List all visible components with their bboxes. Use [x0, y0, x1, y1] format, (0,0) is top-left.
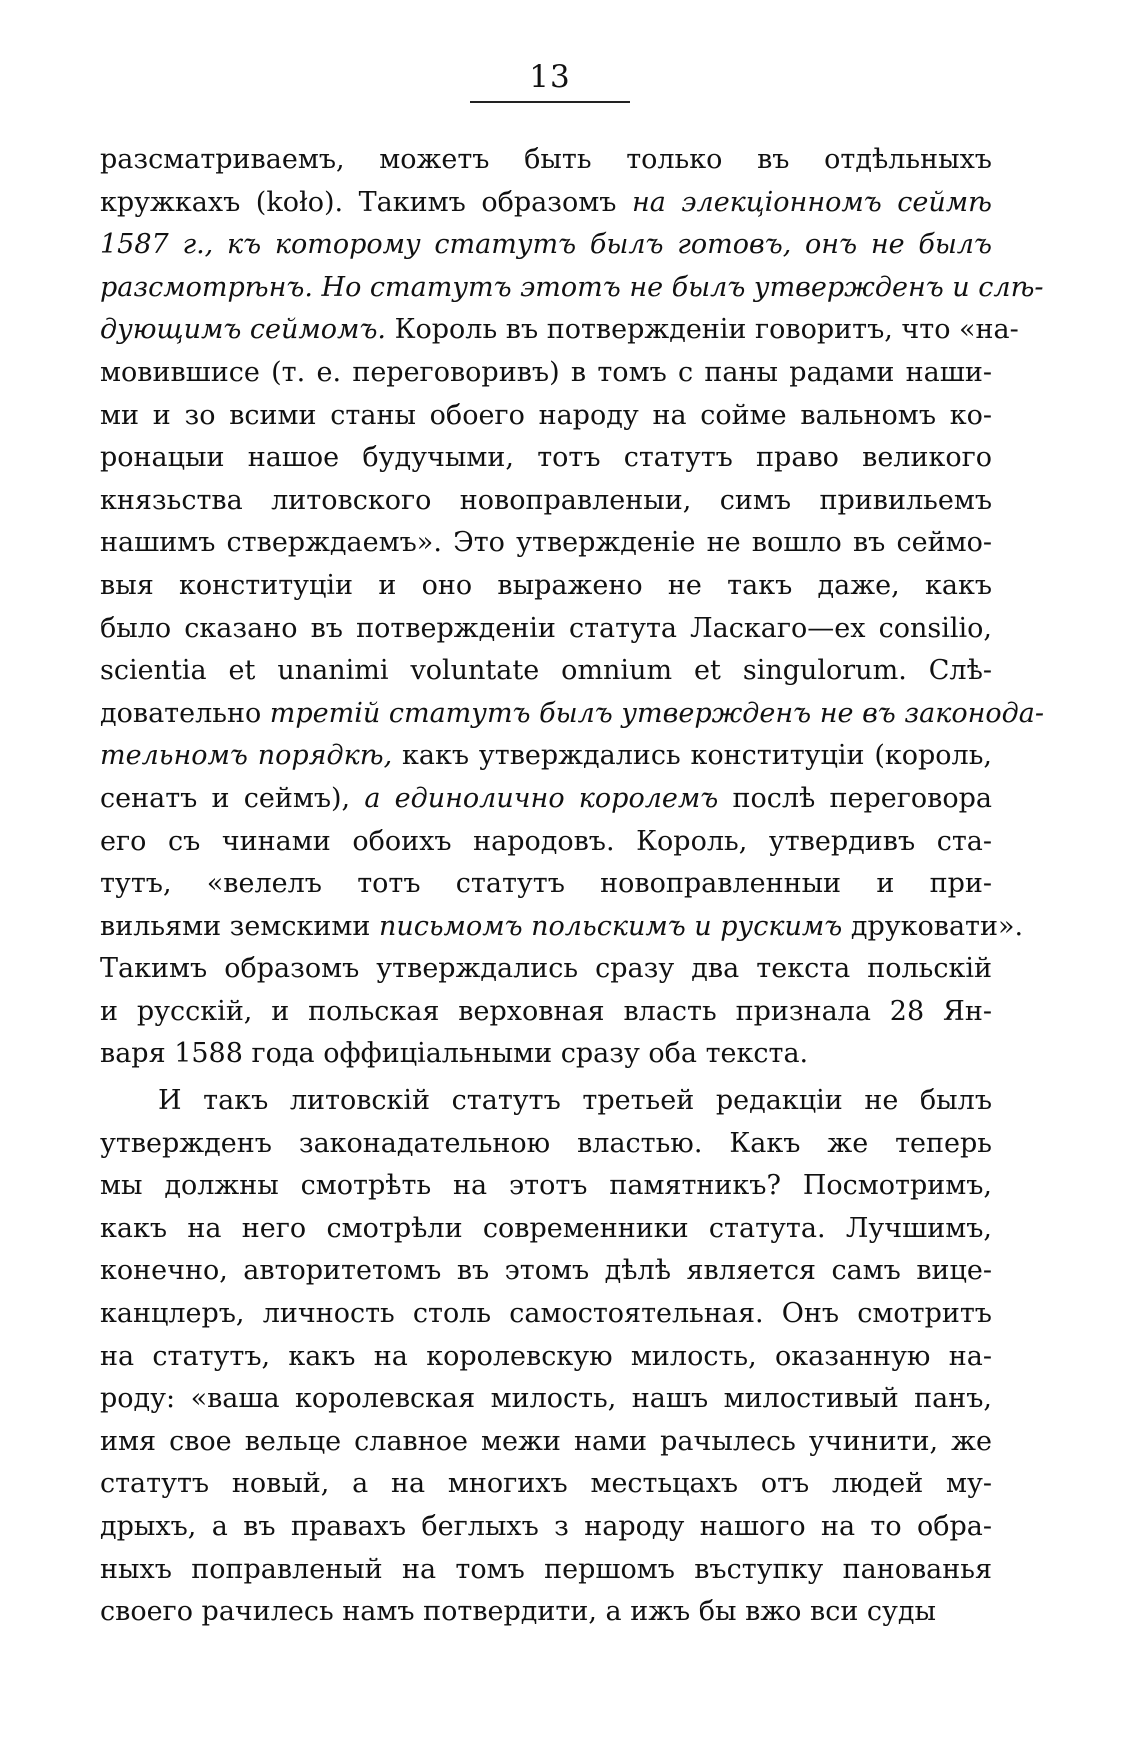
text-segment: князьства литовского новоправленыи, симъ привильемъ	[100, 484, 992, 516]
text-segment: мовившисе (т. е. переговоривъ) в томъ с паны радами наши-	[100, 356, 992, 388]
text-line	[100, 224, 992, 267]
italic-text: 1587 г., къ которому статутъ былъ готовъ, онъ не былъ	[100, 229, 992, 261]
text-segment: роду: «ваша королевская милость, нашъ милостивый панъ,	[100, 1383, 992, 1415]
text-segment: дрыхъ, а въ правахъ беглыхъ з народу нашого на то обра-	[100, 1511, 992, 1542]
text-line	[100, 991, 992, 1034]
text-line	[100, 1250, 992, 1293]
text-line	[100, 1421, 992, 1464]
text-segment: какъ утверждались конституціи (король,	[392, 740, 992, 772]
italic-text: разсмотрѣнъ. Но статутъ этотъ не былъ утвержденъ и слѣ-	[100, 271, 1044, 303]
text-segment: варя 1588 года оффиціальными сразу оба текста.	[100, 1038, 809, 1070]
text-line	[100, 139, 992, 182]
text-line	[100, 735, 992, 778]
text-segment: вильями земскими	[100, 910, 379, 942]
header-rule	[470, 101, 630, 103]
text-segment: друковати».	[842, 910, 1024, 942]
text-segment: сенатъ и сеймъ),	[100, 782, 365, 814]
italic-text: дующимъ сеймомъ.	[100, 314, 387, 346]
text-line	[100, 1336, 992, 1379]
text-line	[100, 608, 992, 651]
text-segment: какъ на него смотрѣли современники статута. Лучшимъ,	[100, 1212, 992, 1244]
text-line	[100, 395, 992, 438]
text-segment: ронацыи нашое будучыми, тотъ статутъ право великого	[100, 442, 992, 474]
text-line	[100, 650, 992, 693]
text-segment: на статутъ, какъ на королевскую милость, оказанную на-	[100, 1340, 992, 1372]
text-line	[100, 1080, 992, 1123]
text-line	[100, 821, 992, 864]
body-text	[100, 139, 1044, 1634]
text-segment: кружкахъ (koło). Такимъ образомъ	[100, 186, 632, 218]
italic-text: письмомъ польскимъ и рускимъ	[378, 910, 843, 942]
text-segment: имя свое вельце славное межи нами рачылесь учинити, же	[100, 1425, 992, 1457]
text-line	[100, 1293, 992, 1336]
text-segment: ми и зо всими станы обоего народу на сойме вальномъ ко-	[100, 399, 992, 431]
text-line	[100, 267, 1044, 310]
text-segment: тутъ, «велелъ тотъ статутъ новоправленныи и при-	[100, 868, 992, 900]
text-line	[100, 1033, 992, 1076]
text-segment: разсматриваемъ, можетъ быть только въ отдѣльныхъ	[100, 144, 992, 175]
text-segment: его съ чинами обоихъ народовъ. Король, утвердивъ ста-	[100, 825, 992, 857]
page-number: 13	[529, 59, 571, 95]
text-line	[100, 522, 992, 565]
text-line	[100, 1463, 992, 1506]
text-segment: нашимъ стверждаемъ». Это утвержденіе не вошло въ сеймо-	[100, 527, 992, 559]
text-segment: конечно, авторитетомъ въ этомъ дѣлѣ является самъ вице-	[100, 1255, 992, 1287]
text-line	[100, 1549, 992, 1592]
text-line	[100, 1506, 992, 1549]
text-line	[100, 1123, 992, 1166]
text-line	[100, 863, 992, 906]
text-line	[100, 480, 992, 523]
text-segment: и русскій, и польская верховная власть признала 28 Ян-	[100, 995, 992, 1027]
text-line	[100, 182, 992, 225]
text-line	[100, 778, 992, 821]
text-segment: И такъ литовскій статутъ третьей редакціи не былъ	[158, 1085, 992, 1117]
text-line	[100, 352, 992, 395]
italic-text: тельномъ порядкѣ,	[100, 740, 393, 772]
text-line	[100, 1208, 992, 1251]
text-line	[100, 1591, 992, 1634]
text-segment: мы должны смотрѣть на этотъ памятникъ? Посмотримъ,	[100, 1170, 992, 1202]
text-line	[100, 565, 992, 608]
text-segment: ныхъ поправленый на томъ першомъ въступку панованья	[100, 1553, 992, 1585]
italic-text: на элекціонномъ сеймѣ	[631, 186, 992, 218]
text-segment: канцлеръ, личность столь самостоятельная. Онъ смотритъ	[100, 1298, 992, 1330]
text-segment: выя конституціи и оно выражено не такъ даже, какъ	[100, 569, 992, 601]
text-line	[100, 948, 992, 991]
text-line	[100, 309, 1019, 352]
text-line	[100, 906, 1024, 949]
text-segment: scientia et unanimi voluntate omnium et singulorum. Слѣ-	[100, 655, 992, 687]
text-segment: своего рачилесь намъ потвердити, а ижъ бы вжо вси суды	[100, 1596, 937, 1628]
text-segment: Такимъ образомъ утверждались сразу два текста польскій	[100, 953, 992, 985]
text-line	[100, 1165, 992, 1208]
text-line	[100, 1378, 992, 1421]
text-segment: послѣ переговора	[718, 782, 992, 814]
text-segment: Король въ потвержденіи говоритъ, что «на-	[386, 314, 1019, 346]
text-line	[100, 437, 992, 480]
text-segment: было сказано въ потвержденіи статута Ласкаго—ex consilio,	[100, 612, 992, 644]
text-line	[100, 693, 1044, 736]
italic-text: третій статутъ былъ утвержденъ не въ законода-	[269, 697, 1044, 729]
text-segment: статутъ новый, а на многихъ местьцахъ отъ людей му-	[100, 1468, 992, 1500]
text-segment: довательно	[100, 697, 270, 729]
text-segment: утвержденъ законадательною властью. Какъ же теперь	[100, 1127, 992, 1159]
italic-text: а единолично королемъ	[364, 782, 719, 814]
